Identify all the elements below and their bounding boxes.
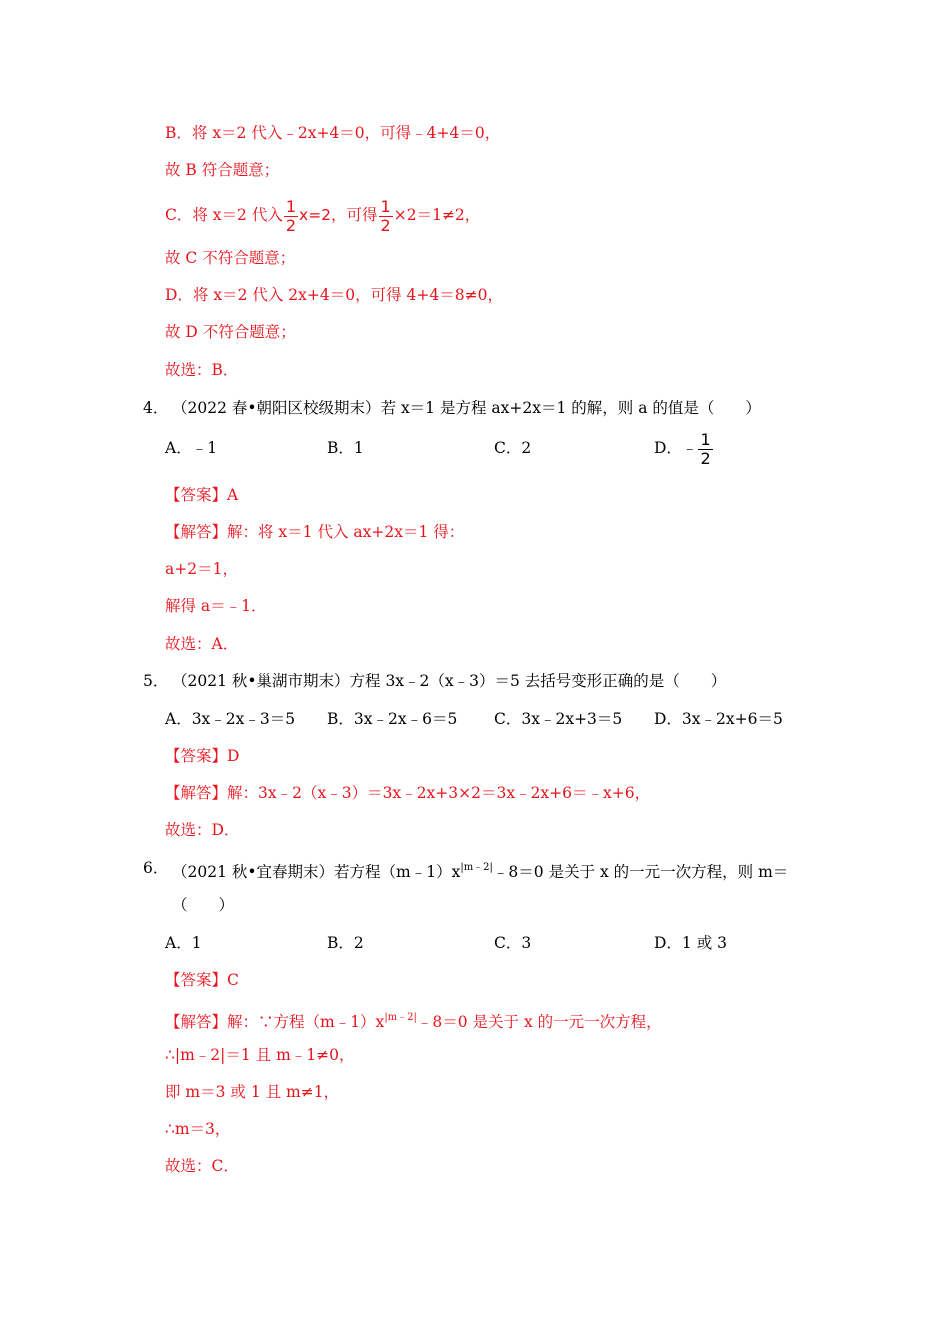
q6-stem-paren: （ ） [172,896,235,914]
prev-c-prefix: C．将 x＝2 代入 [165,206,283,224]
q6-step2: 即 m＝3 或 1 且 m≠1， [165,1083,340,1101]
q4-option-b: B．1 [327,439,364,457]
q5-option-a: A．3x﹣2x﹣3＝5 [165,710,296,728]
q5-choose: 故选：D． [165,821,240,839]
prev-option-b-conclusion: 故 B 符合题意； [165,161,280,179]
q5-number: 5． [143,672,169,690]
q5-option-b: B．3x﹣2x﹣6＝5 [327,710,458,728]
q5-option-d: D．3x﹣2x+6＝5 [654,710,783,728]
q4-option-d: D．﹣ $\frac{1}{2}$ [654,429,711,468]
prev-option-c-explanation [165,198,480,234]
fraction-one-half-q4: $\frac{1}{2}$ [700,429,711,468]
q5-option-c: C．3x﹣2x+3＝5 [494,710,623,728]
q4-option-c: C．2 [494,439,532,457]
q6-number: 6． [143,859,169,877]
prev-choose: 故选：B． [165,361,239,379]
q4-step2: 解得 a＝﹣1． [165,597,267,615]
q5-stem: （2021 秋•巢湖市期末）方程 3x﹣2（x﹣3）＝5 去括号变形正确的是（ ） [172,672,727,690]
q6-step1: ∴|m﹣2|＝1 且 m﹣1≠0， [165,1046,355,1064]
q4-answer: 【答案】A [165,486,239,504]
q6-option-d: D．1 或 3 [654,934,728,952]
prev-option-d-conclusion: 故 D 不符合题意； [165,323,296,341]
prev-option-b-explanation: B．将 x＝2 代入﹣2x+4＝0，可得﹣4+4＝0， [165,124,501,142]
q4-choose: 故选：A． [165,635,239,653]
q6-analysis: 【解答】解：∵方程$(m﹣1)x^{|m﹣2|}﹣8=0$ 是关于 x 的一元一次方程， [165,1012,662,1031]
fraction-one-half: $\frac{1}{2}$ [285,196,297,235]
q6-answer: 【答案】C [165,971,239,989]
prev-c-mid: x=2，可得 [299,206,378,224]
q4-stem: （2022 春•朝阳区校级期末）若 x＝1 是方程 ax+2x＝1 的解，则 a 的值是（ ） [172,399,761,417]
fraction-one-half-2: $\frac{1}{2}$ [380,196,391,235]
prev-c-suffix: ×2＝1≠2， [393,206,481,224]
q4-step1: a+2＝1， [165,560,238,578]
q6-option-c: C．3 [494,934,532,952]
prev-option-d-explanation: D．将 x＝2 代入 2x+4＝0，可得 4+4＝8≠0， [165,286,503,304]
q4-option-a: A．﹣1 [165,439,218,457]
q5-analysis: 【解答】解：3x﹣2（x﹣3）＝3x﹣2x+3×2＝3x﹣2x+6＝﹣x+6， [165,784,651,802]
q6-choose: 故选：C． [165,1157,239,1175]
q4-analysis: 【解答】解：将 x＝1 代入 ax+2x＝1 得： [165,523,465,541]
q5-answer: 【答案】D [165,747,240,765]
q6-step3: ∴m＝3， [165,1120,231,1138]
prev-option-c-conclusion: 故 C 不符合题意； [165,249,296,267]
q6-option-a: A．1 [165,934,202,952]
q6-stem: （2021 秋•宜春期末）若方程$(m﹣1)x^{|m﹣2|}﹣8=0$ 是关于 x 的一元一次方程，则 m＝ [172,862,789,881]
q4-number: 4． [143,399,169,417]
q6-option-b: B．2 [327,934,364,952]
